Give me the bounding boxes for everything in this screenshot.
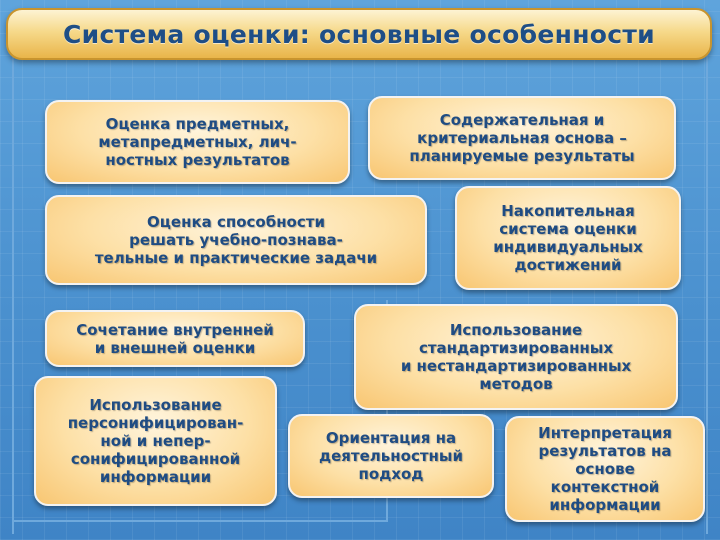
box-subject-results: Оценка предметных, метапредметных, лич- ностных результатов [45, 100, 350, 184]
box-methods: Использование стандартизированных и нестандартизированных методов [354, 304, 678, 410]
title-bar [6, 8, 712, 60]
box-cumulative-system: Накопительная система оценки индивидуальных достижений [455, 186, 681, 290]
frame-line-right [706, 54, 708, 534]
box-internal-external: Сочетание внутренней и внешней оценки [45, 310, 305, 367]
box-activity-approach: Ориентация на деятельностный подход [288, 414, 494, 498]
box-problem-solving: Оценка способности решать учебно-познава- тельные и практические задачи [45, 195, 427, 285]
slide-title: Система оценки: основные особенности [63, 19, 655, 49]
frame-line-bottom [12, 520, 388, 522]
box-context-interpretation: Интерпретация результатов на основе контекстной информации [505, 416, 705, 522]
frame-line-left [12, 54, 14, 534]
box-criteria-basis: Содержательная и критериальная основа – планируемые результаты [368, 96, 676, 180]
box-personified-info: Использование персонифицирован- ной и непер- сонифицированной информации [34, 376, 277, 506]
